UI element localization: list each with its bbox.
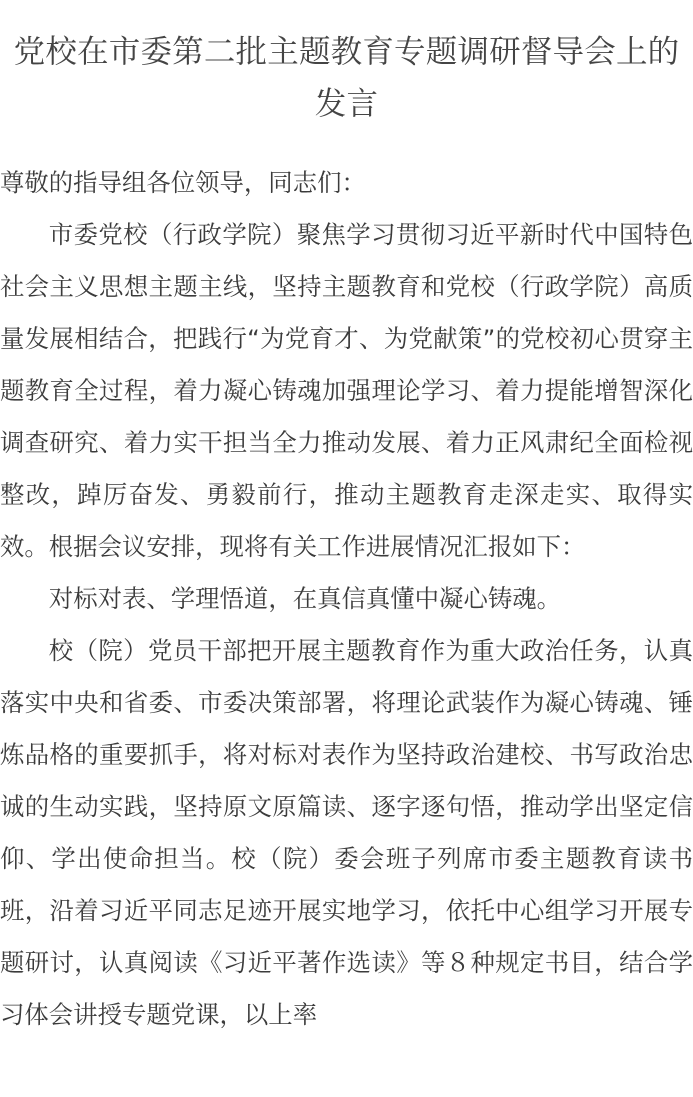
document-title: 党校在市委第二批主题教育专题调研督导会上的发言 bbox=[13, 34, 680, 122]
salutation-paragraph: 尊敬的指导组各位领导，同志们： bbox=[0, 168, 366, 197]
document-body bbox=[0, 157, 693, 1041]
body-paragraph: 校（院）党员干部把开展主题教育作为重大政治任务，认真落实中央和省委、市委决策部署，将理论武装作为凝心铸魂、锤炼品格的重要抓手，将对标对表作为坚持政治建校、书写政治忠诚的生动实践，坚持原文原篇读、逐字逐句悟，推动学出坚定信仰、学出使命担当。校（院）委会班子列席市委主题教育读书班，沿着习近平同志足迹开展实地学习，依托中心组学习开展专题研讨，认真阅读《习近平著作选读》等８种规定书目，结合学习体会讲授专题党课，以上率 bbox=[0, 636, 693, 1029]
intro-paragraph: 市委党校（行政学院）聚焦学习贯彻习近平新时代中国特色社会主义思想主题主线，坚持主题教育和党校（行政学院）高质量发展相结合，把践行“为党育才、为党献策”的党校初心贯穿主题教育全过程，着力凝心铸魂加强理论学习、着力提能增智深化调查研究、着力实干担当全力推动发展、着力正风肃纪全面检视整改，踔厉奋发、勇毅前行，推动主题教育走深走实、取得实效。根据会议安排，现将有关工作进展情况汇报如下： bbox=[0, 220, 693, 561]
section-heading-paragraph: 对标对表、学理悟道，在真信真懂中凝心铸魂。 bbox=[48, 584, 562, 613]
